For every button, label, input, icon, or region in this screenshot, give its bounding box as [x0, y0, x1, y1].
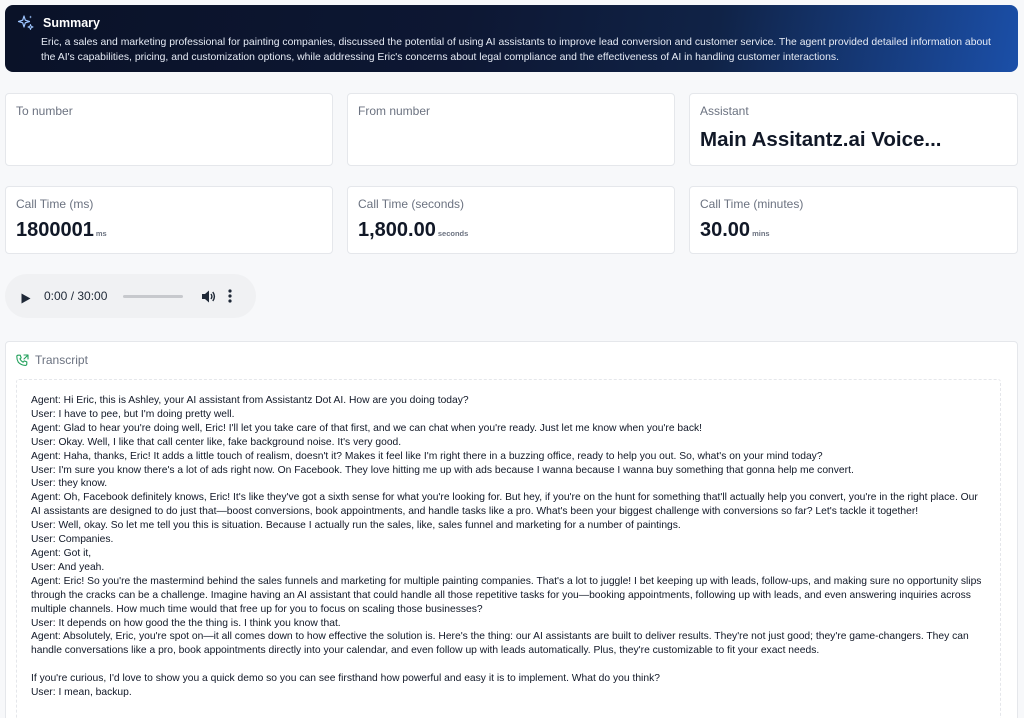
transcript-panel: [5, 341, 1018, 718]
to-number-label: To number: [16, 104, 73, 118]
transcript-content: [16, 379, 1001, 718]
assistant-card: [689, 93, 1018, 166]
transcript-line: User: they know.: [31, 478, 108, 490]
transcript-line: Agent: Hi Eric, this is Ashley, your AI assistant from Assistantz Dot AI. How are you doing today?: [31, 395, 469, 406]
transcript-line: Agent: Haha, thanks, Eric! It adds a little touch of realism, doesn't it? Makes it feel like I'm right there in a buzzing office, ready to help you out. So, what's on your mind today?: [31, 450, 823, 462]
transcript-line: User: Okay. Well, I like that call center like, fake background noise. It's very good.: [31, 436, 402, 448]
call-time-ms-number: 1800001: [16, 219, 94, 241]
transcript-line: User: Well, okay. So let me tell you this is situation. Because I actually run the sales, like, sales funnel and marketing for a number of paintings.: [31, 520, 681, 532]
call-time-seconds-unit: seconds: [437, 229, 469, 238]
summary-banner: [5, 5, 1018, 72]
play-icon[interactable]: [21, 291, 31, 302]
transcript-spacer: [31, 658, 986, 672]
more-vertical-icon[interactable]: [228, 289, 232, 303]
audio-time: 0:00 / 30:00: [44, 289, 108, 303]
call-time-minutes-card: [689, 186, 1018, 254]
summary-title: Summary: [43, 16, 100, 30]
transcript-line: If you're curious, I'd love to show you a quick demo so you can see firsthand how powerful and easy it is to implement. What do you think?: [31, 673, 660, 685]
transcript-line: User: I'm sure you know there's a lot of ads right now. On Facebook. They love hitting me up with ads because I wanna because I wanna buy something that gonna help me convert.: [31, 464, 854, 476]
call-time-minutes-value: [700, 219, 1007, 242]
transcript-line: User: And yeah.: [31, 561, 105, 573]
sparkles-icon: [17, 14, 35, 32]
call-time-minutes-number: 30.00: [700, 219, 751, 241]
transcript-line: User: I have to pee, but I'm doing pretty well.: [31, 408, 235, 420]
phone-call-icon: [16, 354, 29, 367]
audio-player: [5, 274, 256, 318]
transcript-line: Agent: Glad to hear you're doing well, Eric! I'll let you take care of that first, and we can chat when you're ready. Just let me know when you're back!: [31, 422, 703, 434]
call-time-minutes-label: Call Time (minutes): [700, 197, 804, 211]
transcript-line: Agent: Got it,: [31, 547, 92, 559]
transcript-line: User: It depends on how good the the thing is. I think you know that.: [31, 617, 341, 629]
call-time-minutes-unit: mins: [752, 229, 770, 238]
call-time-ms-card: [5, 186, 333, 254]
transcript-line: Agent: Absolutely, Eric, you're spot on—it all comes down to how effective the solution is. Here's the thing: our AI assistants are built to deliver results. They're not just good; they're game-changers. They can handle conversations like a pro, book appointments directly into your calendar, and even follow up with leads automatically. Plus, they're customizable to fit your exact needs.: [31, 631, 969, 657]
call-time-seconds-card: [347, 186, 675, 254]
transcript-header: [16, 353, 88, 367]
transcript-line: User: I mean, backup.: [31, 687, 132, 699]
audio-progress-slider[interactable]: [123, 295, 183, 298]
summary-text: Eric, a sales and marketing professional for painting companies, discussed the potential of using AI assistants to improve lead conversion and customer service. The agent provided detailed information about the AI's capabilities, pricing, and customization options, while addressing Eric's concerns about legal compliance and the effectiveness of AI in handling customer interactions.: [41, 37, 991, 63]
call-time-seconds-value: [358, 219, 664, 242]
transcript-line: User: Companies.: [31, 534, 114, 546]
transcript-title: Transcript: [35, 353, 88, 367]
call-time-ms-unit: ms: [95, 229, 107, 238]
call-time-seconds-label: Call Time (seconds): [358, 197, 465, 211]
from-number-label: From number: [358, 104, 431, 118]
transcript-line: Agent: Eric! So you're the mastermind behind the sales funnels and marketing for multiple painting companies. That's a lot to juggle! I bet keeping up with leads, follow-ups, and making sure no opportunity slips through the cracks can be a challenge. Imagine having an AI assistant that could handle all those repetitive tasks for you—booking appointments, following up with leads, and even answering inquiries across multiple channels. How much time would that free up for you to focus on scaling those businesses?: [31, 575, 982, 615]
assistant-value: Main Assitantz.ai Voice...: [700, 128, 942, 151]
transcript-line: Agent: Oh, Facebook definitely knows, Eric! It's like they've got a sixth sense for what you're looking for. But hey, if you're on the hunt for something that'll actually help you convert, you're in the right place. Our AI assistants are designed to do just that—boost conversions, book appointments, and handle tasks like a pro. What's been your biggest challenge with conversions so far? Let's tackle it together!: [31, 492, 978, 518]
call-time-ms-value: [16, 219, 322, 242]
call-time-ms-label: Call Time (ms): [16, 197, 94, 211]
call-time-seconds-number: 1,800.00: [358, 219, 436, 241]
summary-header: [17, 14, 1006, 32]
assistant-label: Assistant: [700, 104, 749, 118]
to-number-card: [5, 93, 333, 166]
from-number-card: [347, 93, 675, 166]
volume-icon[interactable]: [201, 289, 216, 304]
